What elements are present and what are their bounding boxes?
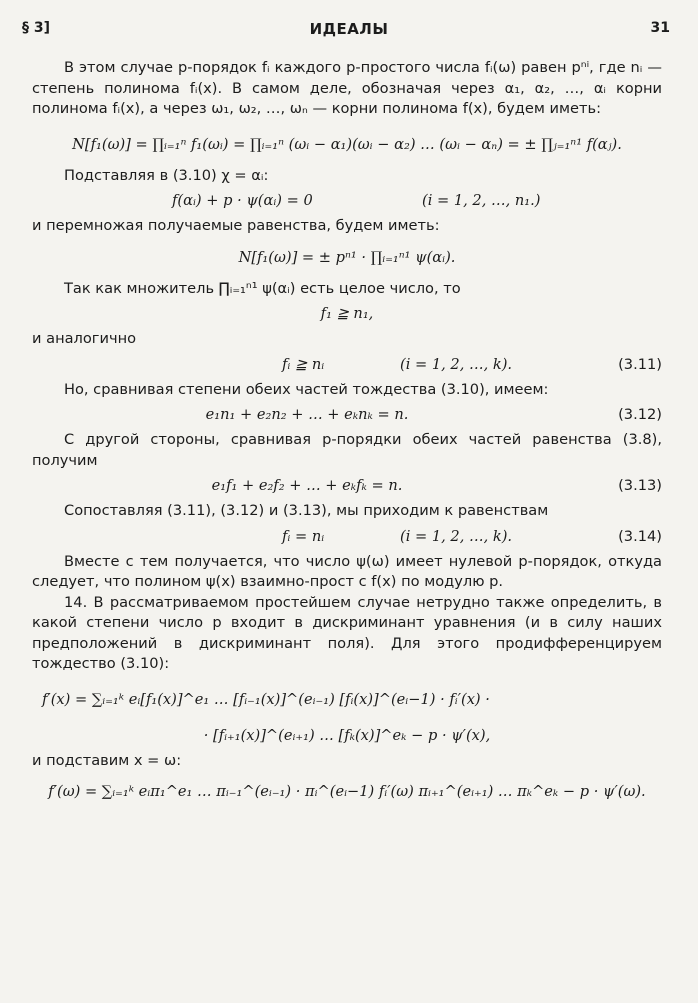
running-header [0, 16, 698, 42]
equation-number: (3.11) [618, 355, 662, 373]
paragraph-juxtapose: Сопоставляя (3.11), (3.12) и (3.13), мы приходим к равенствам [64, 502, 549, 519]
section-marker: § 3] [22, 20, 51, 36]
equation-text: e₁n₁ + e₂n₂ + … + eₖnₖ = n. [205, 406, 409, 423]
running-title: ИДЕАЛЫ [309, 20, 389, 38]
equation-text: f′(ω) = ∑ᵢ₌₁ᵏ eᵢπ₁^e₁ … πᵢ₋₁^(eᵢ₋₁) · πᵢ^(eᵢ−1) fᵢ′(ω) πᵢ₊₁^(eᵢ₊₁) … πₖ^eₖ − p · ψ′(ω). [48, 783, 646, 800]
equation-text: N[f₁(ω)] = ± pⁿ¹ · ∏ᵢ₌₁ⁿ¹ ψ(αᵢ). [238, 248, 456, 266]
paragraph-substitution: Подставляя в (3.10) χ = αᵢ: [64, 166, 269, 184]
paragraph-analogously: и аналогично [32, 330, 137, 347]
paragraph-zero-order: Вместе с тем получается, что число ψ(ω) имеет нулевой p-порядок, откуда следует, что полином ψ(x) взаимно-прост с f(x) по модулю p. [32, 552, 662, 590]
equation-text: fᵢ = nᵢ [282, 527, 325, 545]
equation-condition: (i = 1, 2, …, k). [400, 355, 513, 373]
paragraph-compare-degrees: Но, сравнивая степени обеих частей тождества (3.10), имеем: [64, 380, 549, 398]
equation-condition: (i = 1, 2, …, k). [400, 527, 513, 545]
equation-norm-power [32, 237, 662, 279]
equation-condition: (i = 1, 2, …, n₁.) [422, 192, 541, 209]
equation-text: f₁ ≧ n₁, [320, 305, 374, 322]
equation-derivative-at-omega [32, 771, 662, 813]
equation-text: e₁f₁ + e₂f₂ + … + eₖfₖ = n. [211, 477, 403, 494]
page-number: 31 [650, 20, 670, 36]
equation-f1-inequality [32, 299, 662, 329]
paragraph-compare-p-orders: С другой стороны, сравнивая p-порядки обеих частей равенства (3.8), получим [32, 431, 662, 469]
paragraph-multiplying: и перемножая получаемые равенства, будем иметь: [32, 217, 440, 234]
equation-3-12 [32, 400, 662, 430]
page-body [32, 58, 662, 813]
equation-text: · [fᵢ₊₁(x)]^(eᵢ₊₁) … [fₖ(x)]^eₖ − p · ψ′(x), [203, 726, 491, 744]
paragraph-substitute-omega: и подставим x = ω: [32, 751, 182, 769]
equation-number: (3.12) [618, 406, 662, 423]
paragraph-section-14: 14. В рассматриваемом простейшем случае нетрудно также определить, в какой степени число p входит в дискриминант уравнения (и в силу наших предположений в дискриминант поля). Для этого продифференцируем тождество (3.10): [32, 593, 662, 672]
equation-text: N[f₁(ω)] = ∏ᵢ₌₁ⁿ f₁(ωᵢ) = ∏ᵢ₌₁ⁿ (ωᵢ − α₁)(ωᵢ − α₂) … (ωᵢ − αₙ) = ± ∏ⱼ₌₁ⁿ¹ f(αⱼ). [72, 135, 622, 153]
equation-norm-product [32, 124, 662, 166]
paragraph-p-order: В этом случае p-порядок fᵢ каждого p-простого числа fᵢ(ω) равен pⁿⁱ, где nᵢ — степень полинома fᵢ(x). В самом деле, обозначая через α₁, α₂, …, αᵢ корни полинома fᵢ(x), а через ω₁, ω₂, …, ωₙ — корни полинома f(x), будем иметь: [32, 59, 662, 117]
paragraph-integer-factor: Так как множитель ∏ᵢ₌₁ⁿ¹ ψ(αᵢ) есть целое число, то [64, 279, 461, 297]
equation-number: (3.14) [618, 527, 662, 545]
equation-3-14 [32, 522, 662, 552]
equation-text: f′(x) = ∑ᵢ₌₁ᵏ eᵢ[f₁(x)]^e₁ … [fᵢ₋₁(x)]^(eᵢ₋₁) [fᵢ(x)]^(eᵢ−1) · fᵢ′(x) · [42, 690, 490, 708]
equation-text: fᵢ ≧ nᵢ [282, 355, 325, 373]
equation-derivative-line2 [32, 721, 662, 751]
equation-root-relation [32, 186, 662, 216]
equation-derivative-line1 [32, 679, 662, 721]
equation-text: f(αᵢ) + p · ψ(αᵢ) = 0 [172, 192, 313, 209]
equation-number: (3.13) [618, 477, 662, 494]
equation-3-11 [32, 350, 662, 380]
equation-3-13 [32, 471, 662, 501]
